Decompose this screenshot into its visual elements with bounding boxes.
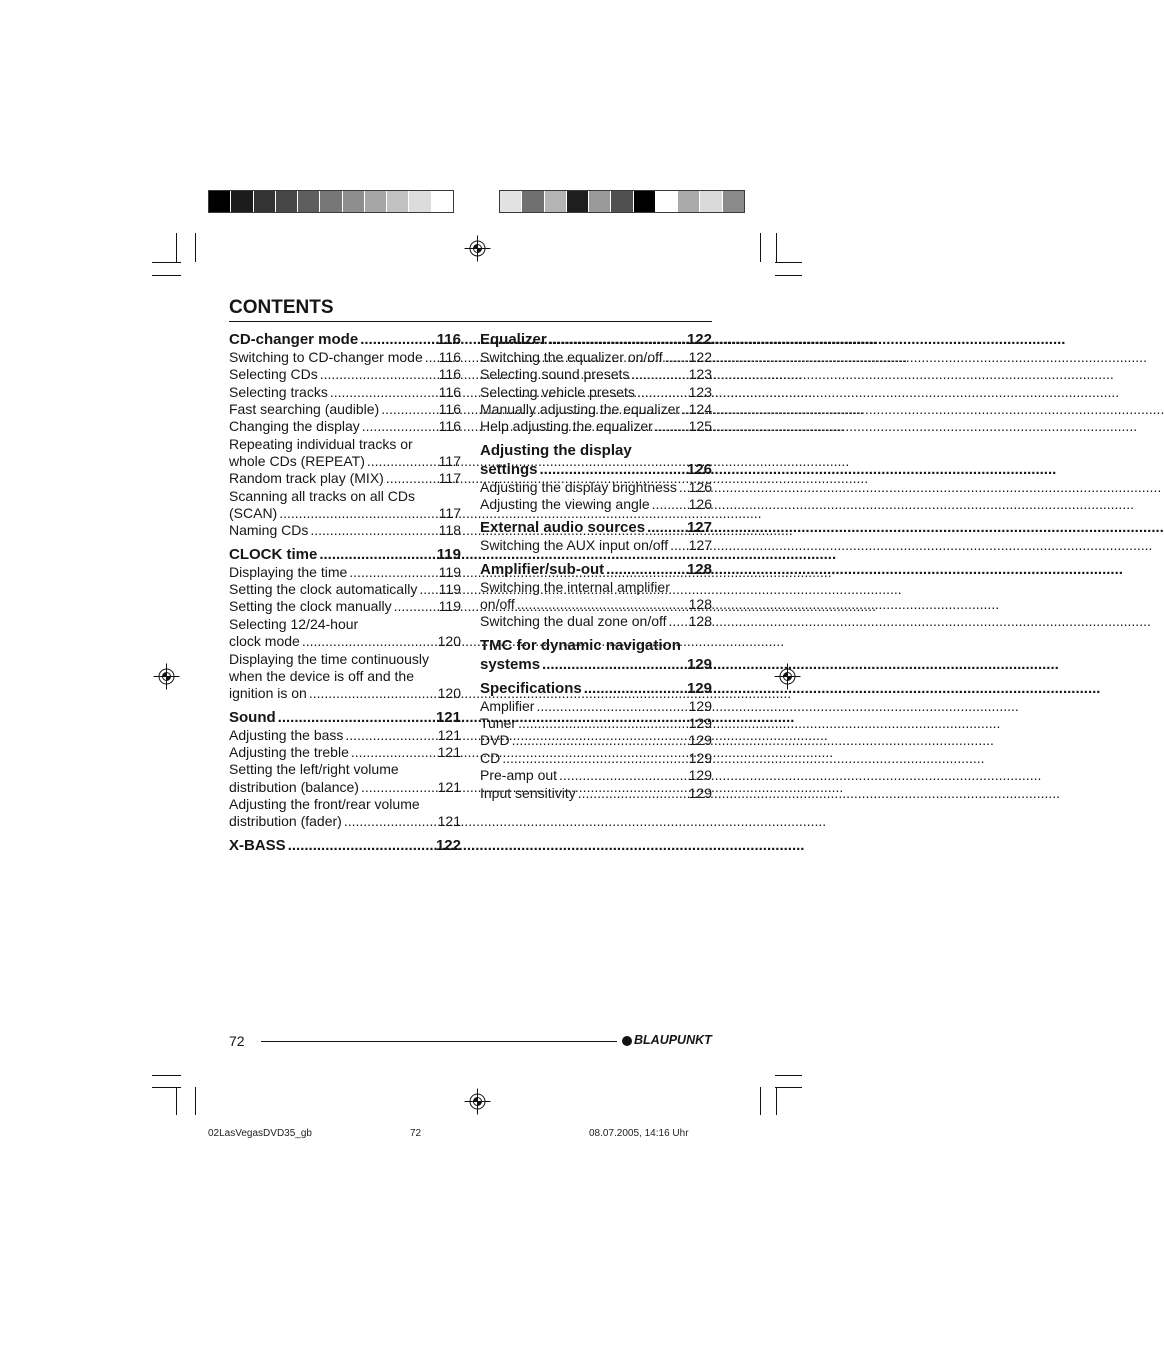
color-swatch — [723, 191, 744, 212]
entry-label: clock mode — [229, 633, 300, 650]
leader-dots — [394, 598, 437, 615]
leader-dots — [517, 596, 687, 613]
color-swatch — [589, 191, 610, 212]
entry-row — [480, 715, 712, 732]
registration-mark-left — [154, 664, 180, 690]
leader-dots — [345, 727, 435, 744]
entry-row — [229, 564, 461, 581]
page-number: 129 — [688, 784, 712, 801]
crop-mark-bottom-left — [152, 1076, 196, 1116]
entry-row — [480, 460, 712, 479]
page-number: 124 — [688, 401, 712, 418]
page-number: 121 — [437, 778, 461, 795]
toc-section-heading — [480, 560, 712, 579]
registration-mark-top — [465, 236, 491, 262]
heading-label: Amplifier/sub-out — [480, 560, 605, 578]
page-number: 127 — [686, 519, 712, 537]
leader-dots — [319, 545, 434, 564]
heading-label: Sound — [229, 708, 276, 726]
toc-entry — [229, 727, 461, 744]
page-number: 119 — [436, 545, 461, 563]
page-number: 117 — [438, 470, 461, 487]
leader-dots — [670, 537, 687, 554]
color-swatch — [522, 191, 543, 212]
page-number: 119 — [438, 563, 461, 580]
entry-label: when the device is off and the — [229, 667, 414, 684]
heading-label: CLOCK time — [229, 545, 318, 563]
page-number: 117 — [438, 453, 461, 470]
page-number: 116 — [438, 418, 461, 435]
leader-dots — [584, 679, 685, 698]
toc-entry — [480, 418, 712, 435]
toc-left-column — [229, 330, 461, 855]
leader-dots — [288, 836, 434, 855]
leader-dots — [631, 366, 686, 383]
entry-row — [229, 522, 461, 539]
toc-entry — [229, 598, 461, 615]
entry-row — [480, 698, 712, 715]
page-number: 126 — [686, 460, 712, 478]
entry-label: CD — [480, 749, 501, 766]
toc-entry — [229, 761, 461, 796]
entry-row — [229, 366, 461, 383]
entry-row — [480, 613, 712, 630]
page-number: 122 — [686, 331, 712, 348]
page-number: 123 — [688, 366, 712, 383]
page-number: 125 — [688, 418, 712, 435]
entry-row — [229, 779, 461, 796]
page-number: 122 — [435, 836, 461, 854]
page-title: CONTENTS — [229, 297, 334, 318]
footer-rule — [261, 1041, 617, 1042]
leader-dots — [425, 349, 437, 366]
entry-label: Switching the internal amplifier — [480, 578, 670, 595]
entry-label: Switching the equalizer on/off — [480, 349, 663, 365]
color-bar-right — [499, 190, 745, 213]
page-number: 116 — [438, 383, 461, 400]
color-swatch — [209, 191, 230, 212]
logo-wordmark: BLAUPUNKT — [634, 1033, 712, 1047]
entry-row — [229, 418, 461, 435]
toc-entry — [229, 488, 461, 523]
entry-row — [480, 537, 712, 554]
heading-label: Specifications — [480, 679, 582, 697]
page-number: 129 — [688, 715, 712, 732]
page-number: 129 — [688, 749, 712, 766]
crop-mark-top-left — [152, 233, 196, 276]
page-number: 129 — [688, 732, 712, 749]
toc-entry — [480, 698, 712, 715]
leader-dots — [360, 330, 435, 349]
entry-label: whole CDs (REPEAT) — [229, 453, 365, 470]
entry-row — [480, 330, 712, 349]
entry-row — [229, 470, 461, 487]
color-swatch — [634, 191, 655, 212]
entry-label: (SCAN) — [229, 505, 278, 522]
page-number: 116 — [436, 331, 461, 348]
entry-label: Selecting tracks — [229, 383, 328, 400]
entry-label: Selecting sound presets — [480, 366, 630, 383]
page-number: 126 — [688, 478, 712, 495]
color-swatch — [678, 191, 699, 212]
toc-entry — [229, 401, 461, 418]
footer-page-number: 72 — [229, 1033, 245, 1049]
toc-entry — [229, 366, 461, 383]
leader-dots — [669, 613, 687, 630]
color-swatch — [432, 191, 453, 212]
page-number: 128 — [688, 613, 712, 630]
page-number: 120 — [437, 685, 461, 702]
leader-dots — [349, 564, 436, 581]
leader-dots — [679, 479, 687, 496]
heading-label: CD-changer mode — [229, 331, 359, 348]
entry-label: Selecting CDs — [229, 366, 318, 383]
entry-row — [229, 401, 461, 418]
entry-label: Setting the clock manually — [229, 598, 392, 615]
page-number: 118 — [438, 522, 461, 539]
leader-dots — [518, 715, 687, 732]
toc-entry — [229, 581, 461, 598]
toc-entry — [229, 384, 461, 401]
toc-entry — [480, 613, 712, 630]
leader-dots — [512, 732, 687, 749]
leader-dots — [652, 496, 687, 513]
toc-section-heading — [480, 441, 712, 479]
entry-row — [480, 560, 712, 579]
entry-label: Switching to CD-changer mode — [229, 349, 423, 365]
toc-entry — [229, 349, 461, 366]
toc-entry — [229, 418, 461, 435]
entry-label: Switching the AUX input on/off — [480, 537, 669, 554]
toc-entry — [480, 767, 712, 784]
leader-dots — [536, 698, 686, 715]
leader-dots — [310, 522, 436, 539]
page-number: 119 — [438, 581, 461, 598]
page-number: 128 — [688, 596, 712, 613]
entry-label: Displaying the time — [229, 563, 348, 580]
entry-label: Selecting vehicle presets — [480, 383, 635, 400]
heading-label: settings — [480, 460, 538, 478]
toc-entry — [229, 616, 461, 651]
page-number: 129 — [686, 655, 712, 673]
page-number: 129 — [688, 697, 712, 714]
color-swatch — [254, 191, 275, 212]
heading-label: External audio sources — [480, 519, 646, 537]
page-number: 121 — [437, 813, 461, 830]
entry-row — [229, 349, 461, 366]
entry-label: Random track play (MIX) — [229, 470, 384, 487]
toc-section-heading — [480, 330, 712, 349]
entry-row — [229, 836, 461, 855]
entry-row — [480, 655, 712, 674]
entry-row — [229, 384, 461, 401]
heading-label: TMC for dynamic navigation — [480, 636, 681, 654]
page-number: 116 — [438, 349, 461, 365]
toc-entry — [480, 579, 712, 614]
leader-dots — [682, 401, 687, 418]
entry-label: DVD — [480, 732, 510, 749]
leader-dots — [655, 418, 687, 435]
leader-dots — [665, 349, 687, 366]
leader-dots — [367, 453, 437, 470]
toc-entry — [229, 522, 461, 539]
leader-dots — [540, 460, 685, 479]
entry-label: Repeating individual tracks or — [229, 435, 413, 452]
entry-label: Tuner — [480, 715, 517, 732]
leader-dots — [279, 505, 436, 522]
entry-label: Setting the clock automatically — [229, 581, 418, 598]
leader-dots — [361, 779, 436, 796]
toc-right-column — [480, 330, 712, 802]
toc-section-heading — [229, 330, 461, 349]
page-number: 129 — [686, 679, 712, 697]
toc-section-heading — [480, 518, 712, 537]
heading-label: X-BASS — [229, 836, 286, 854]
leader-dots — [502, 750, 686, 767]
entry-row — [229, 545, 461, 564]
page-number: 129 — [688, 767, 712, 784]
page-number: 116 — [438, 401, 461, 418]
toc-entry — [480, 349, 712, 366]
page-number: 121 — [435, 708, 461, 726]
color-swatch — [387, 191, 408, 212]
toc-section-heading — [229, 708, 461, 727]
title-rule — [229, 321, 712, 322]
entry-label: Displaying the time continuously — [229, 650, 429, 667]
color-swatch — [611, 191, 632, 212]
entry-label: distribution (balance) — [229, 778, 359, 795]
leader-dots — [330, 384, 437, 401]
page-number: 126 — [688, 496, 712, 513]
color-swatch — [656, 191, 677, 212]
entry-row — [229, 598, 461, 615]
entry-row — [229, 581, 461, 598]
entry-label: Naming CDs — [229, 522, 309, 539]
entry-label: on/off — [480, 596, 515, 613]
crop-mark-top-right — [761, 233, 803, 276]
color-swatch — [320, 191, 341, 212]
toc-section-heading — [229, 836, 461, 855]
leader-dots — [542, 655, 685, 674]
page-number: 127 — [688, 537, 712, 554]
page-number: 122 — [688, 349, 712, 365]
leader-dots — [344, 813, 436, 830]
page-number: 121 — [437, 743, 461, 760]
crop-mark-bottom-right — [761, 1076, 803, 1116]
toc-entry — [480, 785, 712, 802]
entry-label: Adjusting the treble — [229, 743, 349, 760]
leader-dots — [351, 744, 436, 761]
color-swatch — [343, 191, 364, 212]
entry-label: Pre-amp out — [480, 767, 558, 784]
toc-entry — [480, 750, 712, 767]
heading-label: systems — [480, 655, 541, 673]
entry-label: Adjusting the viewing angle — [480, 496, 650, 513]
color-swatch — [231, 191, 252, 212]
entry-label: ignition is on — [229, 685, 307, 702]
color-swatch — [700, 191, 721, 212]
entry-row — [480, 496, 712, 513]
entry-row — [480, 767, 712, 784]
entry-row — [229, 708, 461, 727]
entry-label: Switching the dual zone on/off — [480, 613, 667, 630]
heading-label: Adjusting the display — [480, 441, 632, 459]
slug-page-number: 72 — [410, 1128, 422, 1139]
entry-label: Manually adjusting the equalizer — [480, 401, 681, 418]
color-swatch — [409, 191, 430, 212]
leader-dots — [302, 633, 436, 650]
leader-dots — [647, 518, 685, 537]
toc-entry — [480, 715, 712, 732]
blaupunkt-logo — [622, 1033, 712, 1048]
entry-row — [229, 505, 461, 522]
entry-row — [480, 679, 712, 698]
toc-entry — [229, 796, 461, 831]
entry-row — [229, 744, 461, 761]
entry-row — [480, 785, 712, 802]
toc-entry — [480, 384, 712, 401]
entry-row — [480, 366, 712, 383]
toc-entry — [480, 537, 712, 554]
entry-row — [480, 401, 712, 418]
entry-row — [480, 384, 712, 401]
toc-entry — [480, 732, 712, 749]
page-number: 120 — [437, 633, 461, 650]
entry-label: Scanning all tracks on all CDs — [229, 487, 415, 504]
entry-label: Selecting 12/24-hour — [229, 615, 359, 632]
slug-filename: 02LasVegasDVD35_gb — [208, 1128, 312, 1139]
toc-section-heading — [480, 679, 712, 698]
toc-section-heading — [480, 636, 712, 674]
entry-label: Changing the display — [229, 418, 360, 435]
toc-entry — [229, 470, 461, 487]
slug-timestamp: 08.07.2005, 14:16 Uhr — [589, 1128, 689, 1139]
heading-label: Equalizer — [480, 331, 547, 348]
entry-label: Fast searching (audible) — [229, 401, 380, 418]
color-swatch — [365, 191, 386, 212]
leader-dots — [320, 366, 437, 383]
entry-label: Adjusting the bass — [229, 726, 344, 743]
color-swatch — [298, 191, 319, 212]
toc-entry — [229, 651, 461, 703]
leader-dots — [637, 384, 687, 401]
entry-label: Input sensitivity — [480, 784, 576, 801]
entry-row — [480, 596, 712, 613]
entry-row — [229, 633, 461, 650]
entry-row — [480, 418, 712, 435]
toc-entry — [229, 436, 461, 471]
toc-section-heading — [229, 545, 461, 564]
entry-label: distribution (fader) — [229, 813, 342, 830]
toc-entry — [480, 479, 712, 496]
leader-dots — [559, 767, 687, 784]
entry-row — [480, 479, 712, 496]
entry-label: Setting the left/right volume — [229, 761, 399, 778]
page-number: 121 — [437, 726, 461, 743]
leader-dots — [278, 708, 434, 727]
toc-entry — [480, 401, 712, 418]
toc-entry — [229, 564, 461, 581]
leader-dots — [549, 330, 685, 349]
entry-label: Help adjusting the equalizer — [480, 418, 653, 435]
page-number: 128 — [686, 560, 712, 578]
entry-row — [229, 330, 461, 349]
entry-row — [480, 732, 712, 749]
entry-label: Adjusting the display brightness — [480, 478, 677, 495]
page-number: 119 — [438, 598, 461, 615]
entry-row — [480, 518, 712, 537]
leader-dots — [578, 785, 687, 802]
registration-mark-bottom — [465, 1089, 491, 1115]
leader-dots — [362, 418, 437, 435]
logo-dot-icon — [622, 1036, 632, 1046]
leader-dots — [419, 581, 436, 598]
toc-entry — [229, 744, 461, 761]
entry-row — [480, 750, 712, 767]
entry-row — [229, 453, 461, 470]
toc-entry — [480, 366, 712, 383]
entry-row — [229, 685, 461, 702]
leader-dots — [309, 685, 436, 702]
entry-row — [229, 813, 461, 830]
leader-dots — [381, 401, 436, 418]
color-swatch — [500, 191, 521, 212]
page-number: 117 — [438, 505, 461, 522]
color-swatch — [276, 191, 297, 212]
page-number: 116 — [438, 366, 461, 383]
leader-dots — [606, 560, 685, 579]
page-number: 123 — [688, 383, 712, 400]
leader-dots — [386, 470, 437, 487]
entry-row — [480, 349, 712, 366]
color-bar-left — [208, 190, 454, 213]
entry-label: Amplifier — [480, 697, 535, 714]
color-swatch — [567, 191, 588, 212]
entry-row — [229, 727, 461, 744]
entry-label: Adjusting the front/rear volume — [229, 795, 420, 812]
toc-entry — [480, 496, 712, 513]
color-swatch — [545, 191, 566, 212]
